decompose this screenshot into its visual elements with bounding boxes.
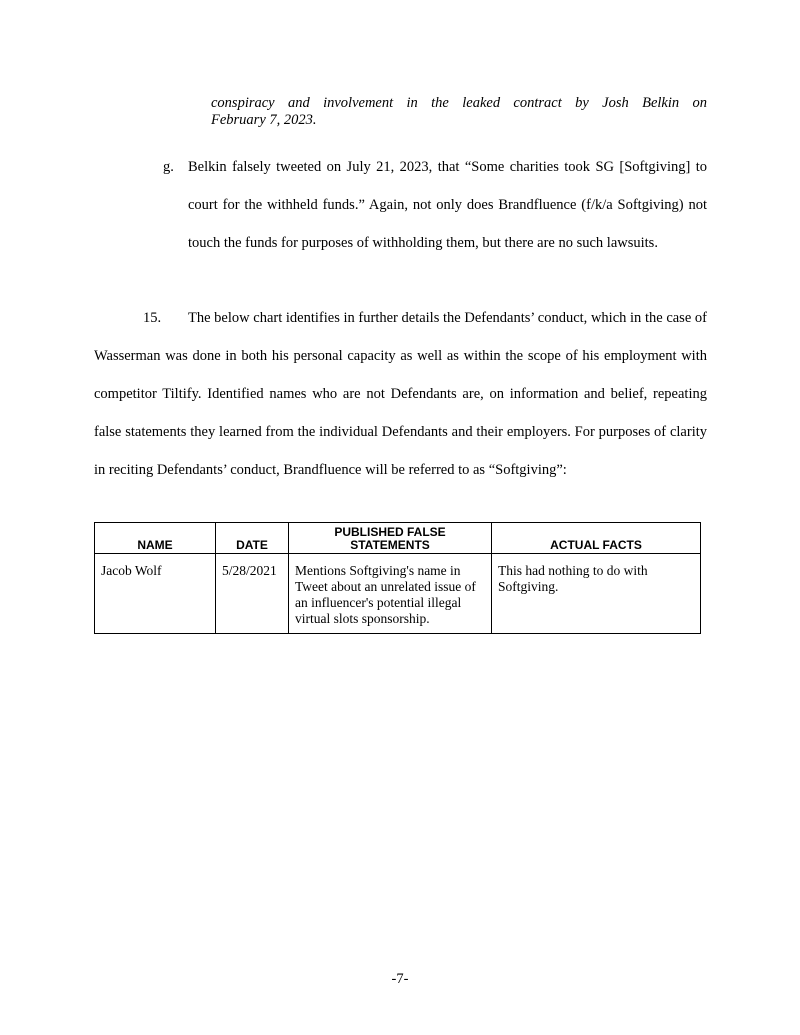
header-name: NAME	[95, 523, 216, 554]
cell-facts: This had nothing to do with Softgiving.	[492, 554, 701, 634]
header-date: DATE	[216, 523, 289, 554]
list-item-marker: g.	[163, 159, 174, 175]
paragraph-number: 15.	[143, 310, 162, 326]
header-statements: PUBLISHED FALSE STATEMENTS	[289, 523, 492, 554]
list-item-g	[163, 148, 707, 262]
table-row	[95, 554, 701, 634]
list-item-text: Belkin falsely tweeted on July 21, 2023, that “Some charities took SG [Softgiving] to court for the withheld funds.” Again, not only does Brandfluence (f/k/a Softgiving) not touch the funds for purposes of withholding them, but there are no such lawsuits.	[188, 159, 707, 251]
table-header-row	[95, 523, 701, 554]
continuation-line-1: conspiracy and involvement in the leaked contract by Josh Belkin on	[211, 95, 707, 111]
page-number: -7-	[391, 971, 409, 987]
continuation-text	[211, 95, 707, 129]
continuation-line-2: February 7, 2023.	[211, 112, 317, 128]
header-facts: ACTUAL FACTS	[492, 523, 701, 554]
cell-statement: Mentions Softgiving's name in Tweet about an unrelated issue of an influencer's potential illegal virtual slots sponsorship.	[289, 554, 492, 634]
paragraph-text: The below chart identifies in further details the Defendants’ conduct, which in the case of Wasserman was done in both his personal capacity as well as within the scope of his employment with competitor Tiltify. Identified names who are not Defendants are, on information and belief, repeating false statements they learned from the individual Defendants and their employers. For purposes of clarity in reciting Defendants’ conduct, Brandfluence will be referred to as “Softgiving”:	[94, 310, 707, 478]
false-statements-table	[94, 522, 701, 634]
cell-date: 5/28/2021	[216, 554, 289, 634]
cell-name: Jacob Wolf	[95, 554, 216, 634]
paragraph-15	[94, 299, 707, 489]
